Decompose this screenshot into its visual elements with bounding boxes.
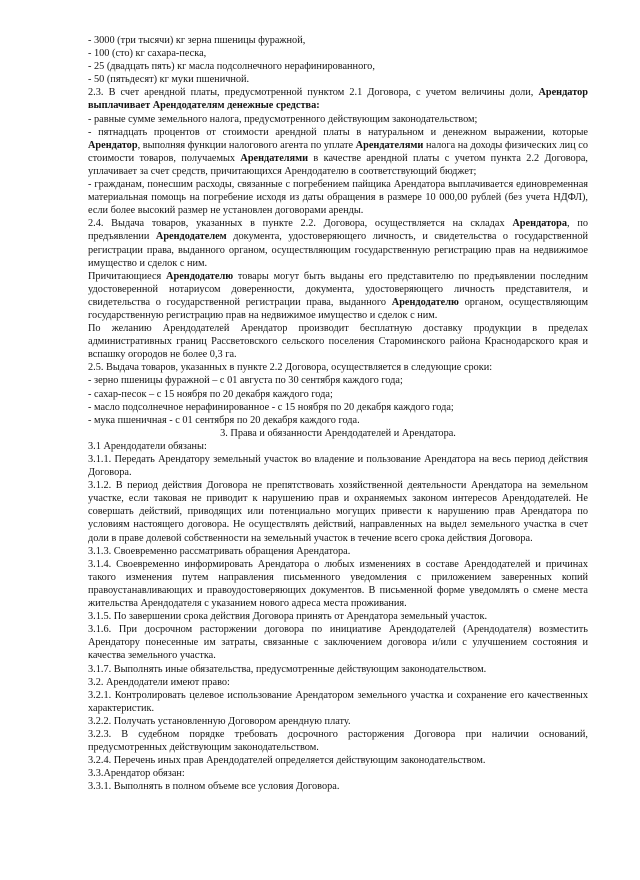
section-3-title: 3. Права и обязанности Арендодателей и Арендатора. [220,427,456,439]
clause-2-4-text-3: документа, удостоверяющего личность, и свидетельства о государственной регистрации права, выданного органом, осуществляющим государственную регистрацию прав на недвижимое имущество и сделок с ним. [88,231,588,269]
clause-2-4 [88,217,588,269]
clause-3-2-3: 3.2.3. В судебном порядке требовать досрочного расторжения Договора при наличии оснований, предусмотренных действующим законодательством. [88,728,588,754]
clause-3-3-1: 3.3.1. Выполнять в полном объеме все условия Договора. [88,781,340,793]
clause-3-2: 3.2. Арендодатели имеют право: [88,676,230,688]
grain-item: - 3000 (три тысячи) кг зерна пшеницы фуражной, [88,35,306,46]
clause-3-1-4: 3.1.4. Своевременно информировать Арендатора о любых изменениях в составе Арендодателей и причинах такого изменения путем направления письменного уведомления с приложением заверенных копий правоустанавливающих и правоудостоверяющих документов. В письменной форме уведомлять о смене места жительства Арендодателя с указанием нового адреса места проживания. [88,558,588,610]
fifteen-percent-text-3: налога на доходы физических лиц со стоимости товаров, получаемых [88,139,588,164]
clause-3-1-3: 3.1.3. Своевременно рассматривать обращения Арендатора. [88,545,351,557]
clause-3-2-1: 3.2.1. Контролировать целевое использование Арендатором земельного участка и сохранение его качественных характеристик. [88,689,588,714]
clause-2-4-text-2: , по предъявлении [88,218,589,243]
fifteen-percent-text-4: в качестве арендной платы с учетом пункта 2.2 Договора, уплачивает за счет средств, причитающихся Арендодателю в соответствующий бюджет; [88,152,588,177]
term-flour: - мука пшеничная - с 01 сентября по 20 декабря каждого года. [88,414,360,426]
clause-3-2-4: 3.2.4. Перечень иных прав Арендодателей определяется действующим законодательством. [88,755,486,767]
landlord-strong-3: Арендодателю [391,296,459,308]
land-tax-item: - равные сумме земельного налога, предусмотренного действующим законодательством; [88,113,478,125]
term-oil: - масло подсолнечное нерафинированное - с 15 ноября по 20 декабря каждого года; [88,401,454,413]
clause-3-1-6: 3.1.6. При досрочном расторжении договора по инициативе Арендодателей (Арендодателя) возместить Арендатору понесенные им затраты, связанные с заключением договора и/или с улучшением состояния и качества земельного участка. [88,624,588,662]
fifteen-percent-item [88,126,588,178]
clause-2-5: 2.5. Выдача товаров, указанных в пункте 2.2 Договора, осуществляется в следующие сроки: [88,362,493,374]
tenant-strong-3: Арендатора [512,218,568,230]
clause-3-3: 3.3.Арендатор обязан: [88,768,185,780]
clause-3-1: 3.1 Арендодатели обязаны: [88,440,207,452]
tenant-strong: Арендатор [538,87,588,99]
clause-3-1-7: 3.1.7. Выполнять иные обязательства, предусмотренные действующим законодательством. [88,663,487,675]
flour-item: - 50 (пятьдесят) кг муки пшеничной. [88,74,250,86]
clause-3-1-5: 3.1.5. По завершении срока действия Договора принять от Арендатора земельный участок. [88,611,488,623]
fifteen-percent-text-2: , выполняя функции налогового агента по уплате [137,139,356,151]
clause-3-1-2: 3.1.2. В период действия Договора не препятствовать хозяйственной деятельности Арендатора на земельном участке, если таковая не приводит к нарушению прав и охраняемых законом интересов Арендодателей. Не совершать действий, приводящих или потенциально могущих привести к нарушению прав Арендатора по условиям настоящего договора. Не осуществлять действий, направленных на выдел земельного участка в счет доли в праве долевой собственности на земельный участок в течение всего срока действия Договора. [88,480,588,544]
oil-item: - 25 (двадцать пять) кг масла подсолнечного нерафинированного, [88,61,375,73]
landlord-strong: Арендодателем [155,231,227,243]
term-sugar: - сахар-песок – с 15 ноября по 20 декабря каждого года; [88,388,333,400]
fifteen-percent-text-1: - пятнадцать процентов от стоимости арендной платы в натуральном и денежном выражении, которые [88,126,588,138]
clause-2-4-text-1: 2.4. Выдача товаров, указанных в пункте 2.2. Договора, осуществляется на складах [88,218,513,230]
delivery-clause: По желанию Арендодателей Арендатор производит бесплатную доставку продукции в пределах административных границ Рассветовского сельского поселения Староминского района Краснодарского края и вспашку огородов не более 0,3 га. [88,323,588,361]
landlord-strong-2: Арендодателю [166,270,234,282]
representative-text-2: товары могут быть выданы его представителю по предъявлении последним удостоверенной нотариусом доверенности, документа, удостоверяющего личность представителя, и свидетельства о государственной регистрации права, выданного [88,270,588,308]
clause-2-3-mid: выплачивает [88,100,153,112]
funeral-aid-item: - гражданам, понесшим расходы, связанные с погребением пайщика Арендатора выплачивается единовременная материальная помощь на погребение исходя из даты обращения в размере 10 000,00 рублей (без учета НДФЛ), если более высокий размер не установлен договорами аренды. [88,179,588,217]
term-grain: - зерно пшеницы фуражной – с 01 августа по 30 сентября каждого года; [88,375,403,387]
clause-2-3-text: 2.3. В счет арендной платы, предусмотренной пунктом 2.1 Договора, с учетом величины доли, [88,87,534,99]
cash-funds-strong: Арендодателям денежные средства: [152,100,320,112]
sugar-item: - 100 (сто) кг сахара-песка, [88,48,207,60]
clause-2-3-intro [88,86,588,112]
landlords-strong-2: Арендателями [240,152,309,164]
clause-3-2-2: 3.2.2. Получать установленную Договором арендную плату. [88,715,351,727]
document-page [88,34,588,793]
representative-text-1: Причитающиеся [88,270,167,282]
representative-clause [88,270,588,322]
landlords-strong-1: Арендателями [355,139,424,151]
clause-3-1-1: 3.1.1. Передать Арендатору земельный участок во владение и пользование Арендатора на весь период действия Договора. [88,454,588,479]
tenant-strong-2: Арендатор [88,139,138,151]
representative-text-3: органом, осуществляющим государственную регистрацию прав на недвижимое имущество и сделок с ним. [88,296,589,321]
